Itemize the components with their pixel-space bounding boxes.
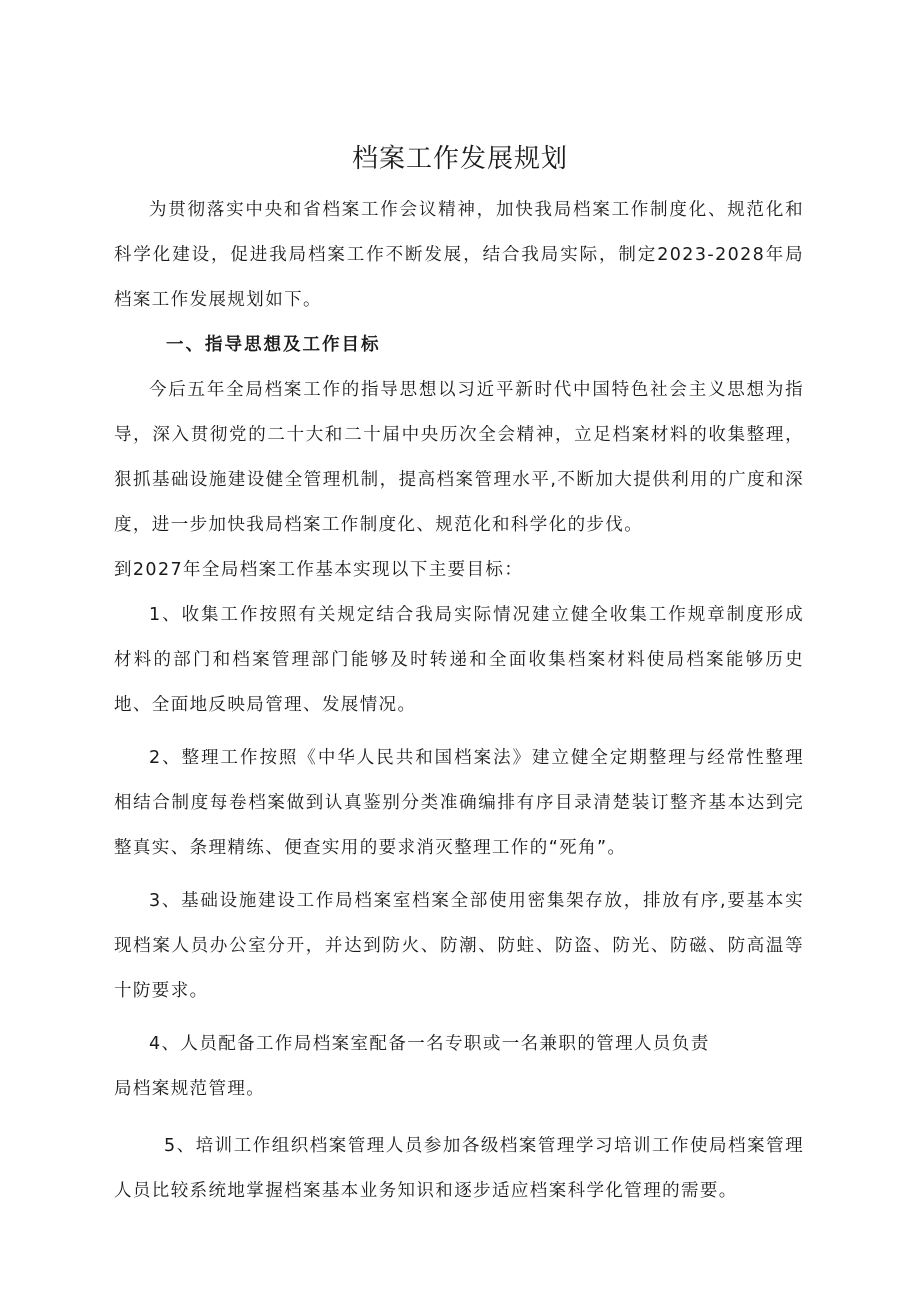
guiding-paragraph: 今后五年全局档案工作的指导思想以习近平新时代中国特色社会主义思想为指导，深入贯彻党的二十大和二十届中央历次全会精神，立足档案材料的收集整理，狠抓基础设施建设健全管理机制，提高档案管理水平,不断加大提供利用的广度和深度，进一步加快我局档案工作制度化、规范化和科学化的步伐。 <box>114 380 804 535</box>
goal-intro: 到2027年全局档案工作基本实现以下主要目标： <box>114 560 524 580</box>
goal-item-2: 2、整理工作按照《中华人民共和国档案法》建立健全定期整理与经常性整理相结合制度每卷档案做到认真鉴别分类准确编排有序目录清楚装订整齐基本达到完整真实、条理精练、便查实用的要求消灭整理工作的“死角”。 <box>114 748 804 858</box>
goal-item-4-line-2: 局档案规范管理。 <box>114 1079 266 1099</box>
goal-item-4-line-1: 4、人员配备工作局档案室配备一名专职或一名兼职的管理人员负责 <box>149 1034 710 1054</box>
document-body <box>114 188 804 1214</box>
goal-item-5: 5、培训工作组织档案管理人员参加各级档案管理学习培训工作使局档案管理人员比较系统地掌握档案基本业务知识和逐步适应档案科学化管理的需要。 <box>114 1136 804 1201</box>
intro-paragraph: 为贯彻落实中央和省档案工作会议精神，加快我局档案工作制度化、规范化和科学化建设，促进我局档案工作不断发展，结合我局实际，制定2023-2028年局档案工作发展规划如下。 <box>114 200 804 310</box>
goal-item-1: 1、收集工作按照有关规定结合我局实际情况建立健全收集工作规章制度形成材料的部门和档案管理部门能够及时转递和全面收集档案材料使局档案能够历史地、全面地反映局管理、发展情况。 <box>114 605 804 715</box>
goal-item-3: 3、基础设施建设工作局档案室档案全部使用密集架存放，排放有序,要基本实现档案人员办公室分开，并达到防火、防潮、防蛀、防盗、防光、防磁、防高温等十防要求。 <box>114 891 804 1001</box>
document-title: 档案工作发展规划 <box>351 144 568 174</box>
section-heading: 一、指导思想及工作目标 <box>166 335 381 355</box>
